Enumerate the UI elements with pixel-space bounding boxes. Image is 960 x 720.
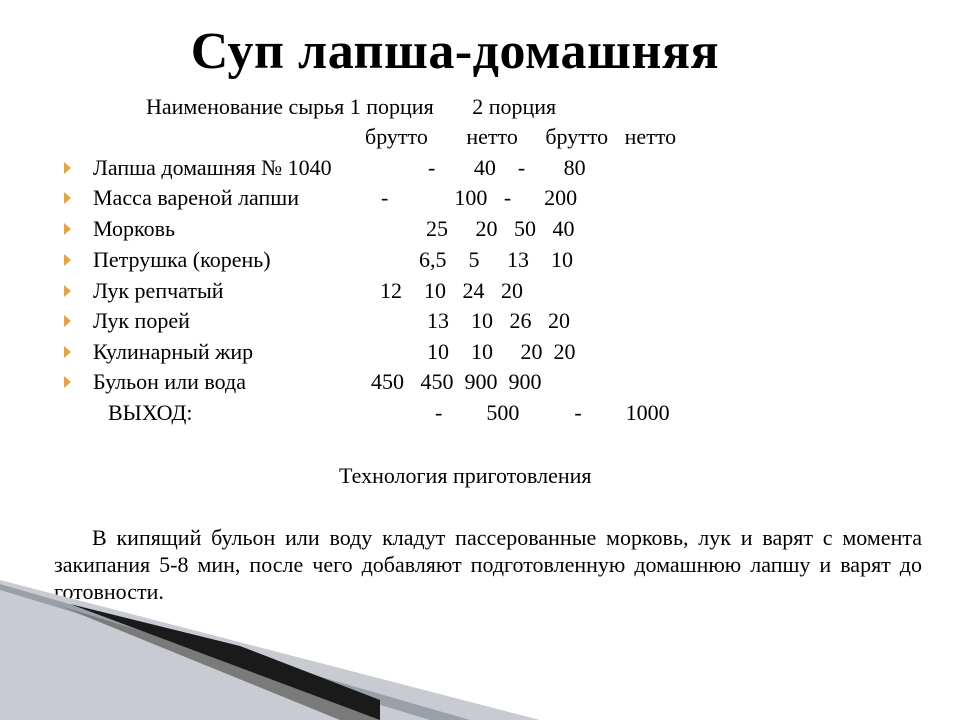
- ingredient-values: 6,5 5 13 10: [419, 247, 573, 272]
- ingredient-name: Лук репчатый: [93, 278, 224, 303]
- ingredient-row: [0, 337, 960, 367]
- ingredient-row: [0, 276, 960, 306]
- ingredient-row: [0, 183, 960, 213]
- ingredient-row: [0, 306, 960, 336]
- output-values: - 500 - 1000: [435, 400, 670, 425]
- ingredient-name: Бульон или вода: [93, 369, 246, 394]
- ingredient-name: Масса вареной лапши: [93, 185, 300, 210]
- bullet-icon: [64, 254, 71, 266]
- ingredient-values: 13 10 26 20: [427, 308, 570, 333]
- bullet-icon: [64, 346, 71, 358]
- bullet-icon: [64, 192, 71, 204]
- ingredient-values: 25 20 50 40: [426, 216, 575, 241]
- technology-heading-row: [0, 461, 960, 491]
- output-row: [0, 398, 960, 428]
- bullet-icon: [64, 376, 71, 388]
- ingredient-name: Петрушка (корень): [93, 247, 271, 272]
- ingredient-row: [0, 214, 960, 244]
- bullet-icon: [64, 285, 71, 297]
- ingredient-name: Лапша домашняя № 1040: [93, 155, 332, 180]
- ingredient-name: Морковь: [93, 216, 176, 241]
- ingredient-name: Кулинарный жир: [93, 339, 254, 364]
- header-line-2: брутто нетто брутто нетто: [365, 124, 677, 149]
- ingredient-values: - 100 - 200: [381, 185, 578, 210]
- decorative-swoosh: [0, 580, 960, 720]
- swoosh-light-band: [0, 580, 540, 720]
- ingredient-values: - 40 - 80: [428, 155, 586, 180]
- table-header-row-1: [0, 92, 960, 122]
- technology-text: В кипящий бульон или воду кладут пассерованные морковь, лук и варят с момента закипания 5-8 мин, после чего добавляют подготовленную домашнюю лапшу и варят до готовности.: [54, 525, 922, 604]
- ingredient-row: [0, 153, 960, 183]
- slide-title: Суп лапша-домашняя: [190, 23, 720, 80]
- technology-heading: Технология приготовления: [339, 463, 592, 488]
- output-label: ВЫХОД:: [108, 400, 193, 425]
- ingredient-row: [0, 367, 960, 397]
- ingredient-name: Лук порей: [93, 308, 190, 333]
- bullet-icon: [64, 162, 71, 174]
- bullet-icon: [64, 223, 71, 235]
- ingredient-values: 450 450 900 900: [371, 369, 542, 394]
- bullet-icon: [64, 315, 71, 327]
- table-header-row-2: [0, 122, 960, 152]
- header-line-1: Наименование сырья 1 порция 2 порция: [146, 94, 557, 119]
- ingredient-values: 10 10 20 20: [427, 339, 576, 364]
- ingredient-row: [0, 245, 960, 275]
- ingredient-values: 12 10 24 20: [380, 278, 523, 303]
